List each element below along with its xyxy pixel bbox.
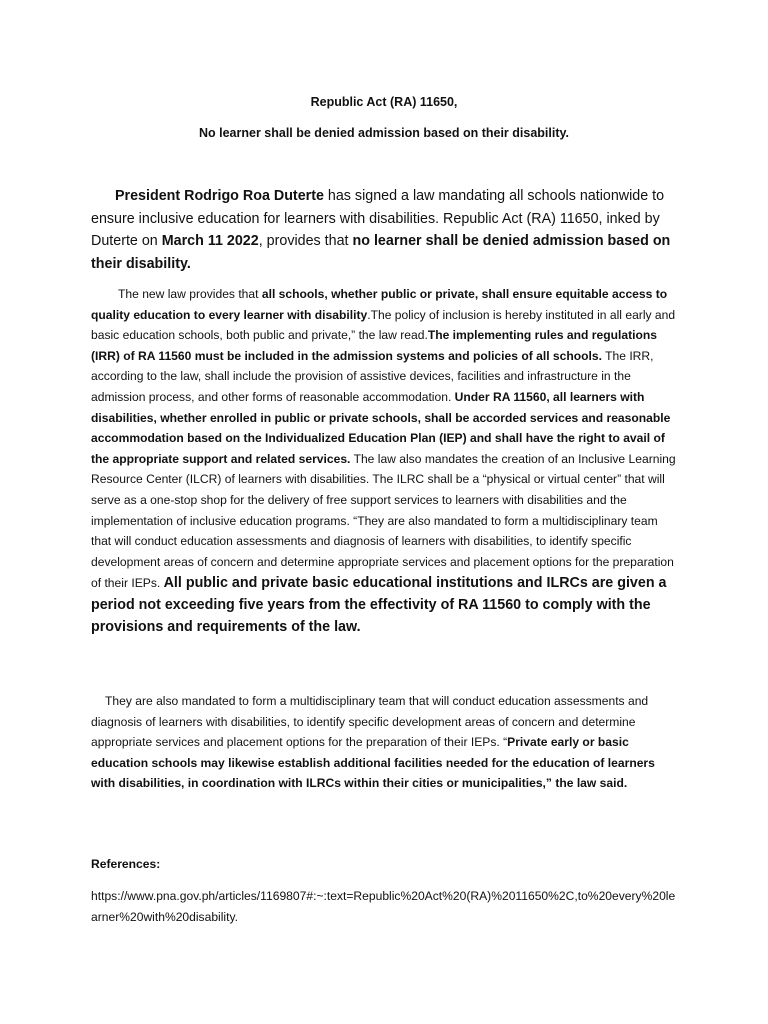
intro-paragraph: [91, 185, 691, 275]
document-subheading: No learner shall be denied admission based on their disability.: [198, 126, 569, 140]
third-paragraph: [91, 691, 681, 794]
document-heading: Republic Act (RA) 11650,: [310, 95, 458, 109]
reference-url: https://www.pna.gov.ph/articles/1169807#:~:text=Republic%20Act%20(RA)%2011650%2C,to%20every%20learner%20with%20disability.: [91, 889, 676, 924]
references-label: References:: [91, 857, 161, 871]
intro-text-1: has signed a law mandating all schools nationwide to ensure inclusive education for learners with disabilities. Republic Act (RA) 11650, inked by Duterte on: [91, 188, 665, 249]
main-bold-2: The implementing rules and regulations (IRR) of RA 11560 must be included in the admission systems and policies of all schools.: [91, 328, 657, 363]
main-text-4: The law also mandates the creation of an Inclusive Learning Resource Center (ILCR) of learners with disabilities. The ILRC shall be a “physical or virtual center” that will serve as a one-stop shop for the delivery of free support services to learners with disabilities and the implementation of inclusive education programs. “They are also mandated to form a multidisciplinary team that will conduct education assessments and diagnosis of learners with disabilities, to identify specific development areas of concern and determine appropriate services and placement options for the preparation of their IEPs.: [91, 451, 676, 591]
intro-bold-date: March 11 2022: [161, 233, 259, 249]
third-bold-1: Private early or basic education schools may likewise establish additional facilities needed for the education of learners with disabilities, in coordination with ILRCs within their cities or municipalities,” the law said.: [91, 735, 655, 791]
main-bold-3: Under RA 11560, all learners with disabilities, whether enrolled in public or private schools, shall be accorded services and reasonable accommodation based on the Individualized Education Plan (IEP) and shall have the right to avail of the appropriate support and related services.: [91, 389, 671, 466]
main-paragraph: [91, 284, 681, 638]
third-text-1: They are also mandated to form a multidisciplinary team that will conduct education assessments and diagnosis of learners with disabilities, to identify specific development areas of concern and determine appropriate services and placement options for the preparation of their IEPs. “: [91, 694, 649, 750]
intro-bold-policy: no learner shall be denied admission based on their disability.: [91, 233, 671, 272]
intro-text-2: , provides that: [258, 233, 353, 249]
intro-bold-president: President Rodrigo Roa Duterte: [115, 188, 324, 204]
main-text-3: The IRR, according to the law, shall include the provision of assistive devices, facilities and infrastructure in the admission process, and other forms of reasonable accommodation.: [91, 348, 654, 404]
main-text-1: The new law provides that: [118, 287, 262, 301]
main-bold-4: All public and private basic educational institutions and ILRCs are given a period not exceeding five years from the effectivity of RA 11560 to comply with the provisions and requirements of the law.: [91, 575, 667, 636]
main-text-2: .The policy of inclusion is hereby instituted in all early and basic education schools, both public and private,” the law read.: [91, 307, 676, 343]
main-bold-1: all schools, whether public or private, shall ensure equitable access to quality education to every learner with disability: [91, 287, 668, 322]
